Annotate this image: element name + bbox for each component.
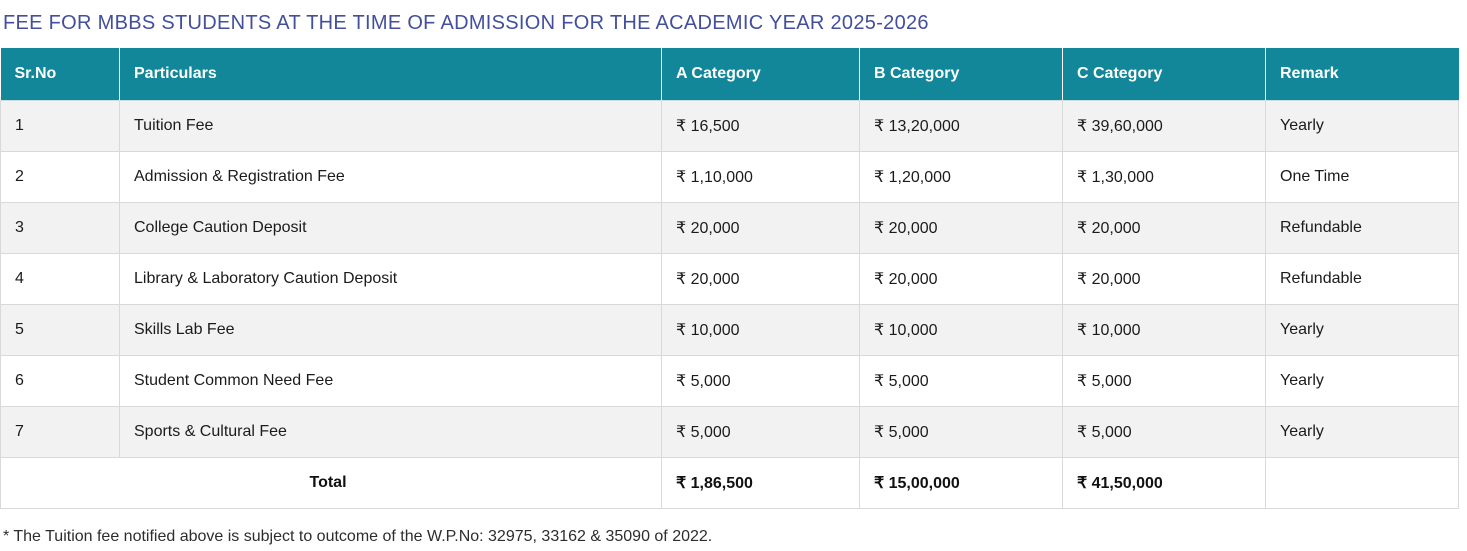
table-row: [1, 101, 1459, 152]
column-header-c-category: C Category: [1063, 48, 1266, 101]
b-category-cell: ₹ 5,000: [860, 356, 1063, 407]
sr-number-cell: 3: [1, 203, 120, 254]
column-header-particulars: Particulars: [120, 48, 662, 101]
total-a-category: ₹ 1,86,500: [662, 458, 860, 509]
b-category-cell: ₹ 5,000: [860, 407, 1063, 458]
c-category-cell: ₹ 5,000: [1063, 356, 1266, 407]
remark-cell: One Time: [1266, 152, 1459, 203]
particulars-cell: Tuition Fee: [120, 101, 662, 152]
table-row: [1, 254, 1459, 305]
column-header-a-category: A Category: [662, 48, 860, 101]
a-category-cell: ₹ 1,10,000: [662, 152, 860, 203]
sr-number-cell: 1: [1, 101, 120, 152]
page-title: FEE FOR MBBS STUDENTS AT THE TIME OF ADMISSION FOR THE ACADEMIC YEAR 2025-2026: [3, 12, 929, 34]
particulars-cell: Admission & Registration Fee: [120, 152, 662, 203]
total-row: [1, 458, 1459, 509]
c-category-cell: ₹ 10,000: [1063, 305, 1266, 356]
particulars-cell: Skills Lab Fee: [120, 305, 662, 356]
particulars-cell: Sports & Cultural Fee: [120, 407, 662, 458]
footnote: * The Tuition fee notified above is subject to outcome of the W.P.No: 32975, 33162 & 35090 of 2022.: [3, 528, 713, 545]
sr-number-cell: 5: [1, 305, 120, 356]
table-row: [1, 305, 1459, 356]
a-category-cell: ₹ 5,000: [662, 407, 860, 458]
remark-cell: Yearly: [1266, 305, 1459, 356]
column-header-srno: Sr.No: [1, 48, 120, 101]
c-category-cell: ₹ 5,000: [1063, 407, 1266, 458]
a-category-cell: ₹ 16,500: [662, 101, 860, 152]
a-category-cell: ₹ 5,000: [662, 356, 860, 407]
b-category-cell: ₹ 20,000: [860, 254, 1063, 305]
c-category-cell: ₹ 20,000: [1063, 254, 1266, 305]
fee-table: [0, 48, 1459, 509]
sr-number-cell: 7: [1, 407, 120, 458]
sr-number-cell: 2: [1, 152, 120, 203]
c-category-cell: ₹ 20,000: [1063, 203, 1266, 254]
table-header-row: [1, 48, 1459, 101]
b-category-cell: ₹ 13,20,000: [860, 101, 1063, 152]
b-category-cell: ₹ 1,20,000: [860, 152, 1063, 203]
total-remark: [1266, 458, 1459, 509]
remark-cell: Yearly: [1266, 356, 1459, 407]
sr-number-cell: 6: [1, 356, 120, 407]
sr-number-cell: 4: [1, 254, 120, 305]
remark-cell: Yearly: [1266, 407, 1459, 458]
remark-cell: Yearly: [1266, 101, 1459, 152]
table-row: [1, 407, 1459, 458]
remark-cell: Refundable: [1266, 254, 1459, 305]
fee-table-body: [1, 101, 1459, 458]
a-category-cell: ₹ 20,000: [662, 254, 860, 305]
table-row: [1, 356, 1459, 407]
table-row: [1, 152, 1459, 203]
b-category-cell: ₹ 20,000: [860, 203, 1063, 254]
particulars-cell: College Caution Deposit: [120, 203, 662, 254]
table-row: [1, 203, 1459, 254]
total-b-category: ₹ 15,00,000: [860, 458, 1063, 509]
a-category-cell: ₹ 10,000: [662, 305, 860, 356]
total-c-category: ₹ 41,50,000: [1063, 458, 1266, 509]
total-label: Total: [1, 458, 662, 509]
c-category-cell: ₹ 39,60,000: [1063, 101, 1266, 152]
a-category-cell: ₹ 20,000: [662, 203, 860, 254]
b-category-cell: ₹ 10,000: [860, 305, 1063, 356]
column-header-remark: Remark: [1266, 48, 1459, 101]
remark-cell: Refundable: [1266, 203, 1459, 254]
column-header-b-category: B Category: [860, 48, 1063, 101]
particulars-cell: Library & Laboratory Caution Deposit: [120, 254, 662, 305]
c-category-cell: ₹ 1,30,000: [1063, 152, 1266, 203]
particulars-cell: Student Common Need Fee: [120, 356, 662, 407]
